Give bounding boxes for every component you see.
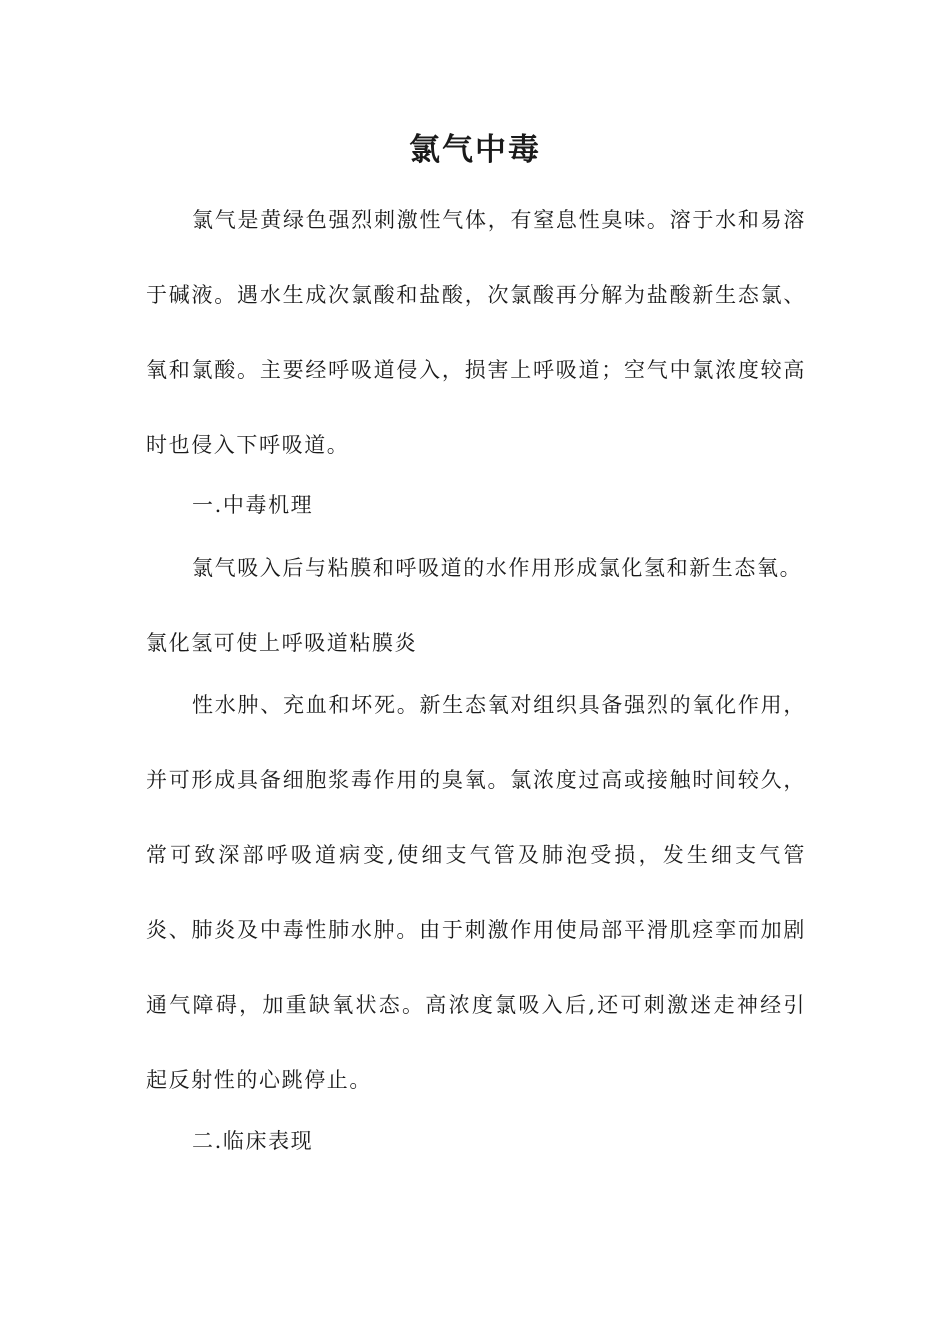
paragraph-mechanism-3: 性水肿、充血和坏死。新生态氧对组织具备强烈的氧化作用，并可形成具备细胞浆毒作用的臭氧。氯浓度过高或接触时间较久，常可致深部呼吸道病变,使细支气管及肺泡受损，发生细支气管炎、肺炎及中毒性肺水肿。由于刺激作用使局部平滑肌痉挛而加剧通气障碍，加重缺氧状态。高浓度氯吸入后,还可刺激迷走神经引起反射性的心跳停止。 — [146, 693, 806, 1092]
paragraph-mechanism-2: 氯化氢可使上呼吸道粘膜炎 — [146, 631, 418, 655]
paragraph-intro: 氯气是黄绿色强烈刺激性气体，有窒息性臭味。溶于水和易溶于碱液。遇水生成次氯酸和盐酸，次氯酸再分解为盐酸新生态氯、氧和氯酸。主要经呼吸道侵入，损害上呼吸道；空气中氯浓度较高时也侵入下呼吸道。 — [146, 208, 806, 457]
section-heading-mechanism: 一.中毒机理 — [192, 493, 314, 517]
section-heading-clinical: 二.临床表现 — [192, 1129, 314, 1153]
page-title: 氯气中毒 — [409, 132, 541, 168]
paragraph-mechanism-1: 氯气吸入后与粘膜和呼吸道的水作用形成氯化氢和新生态氧。 — [192, 556, 803, 580]
